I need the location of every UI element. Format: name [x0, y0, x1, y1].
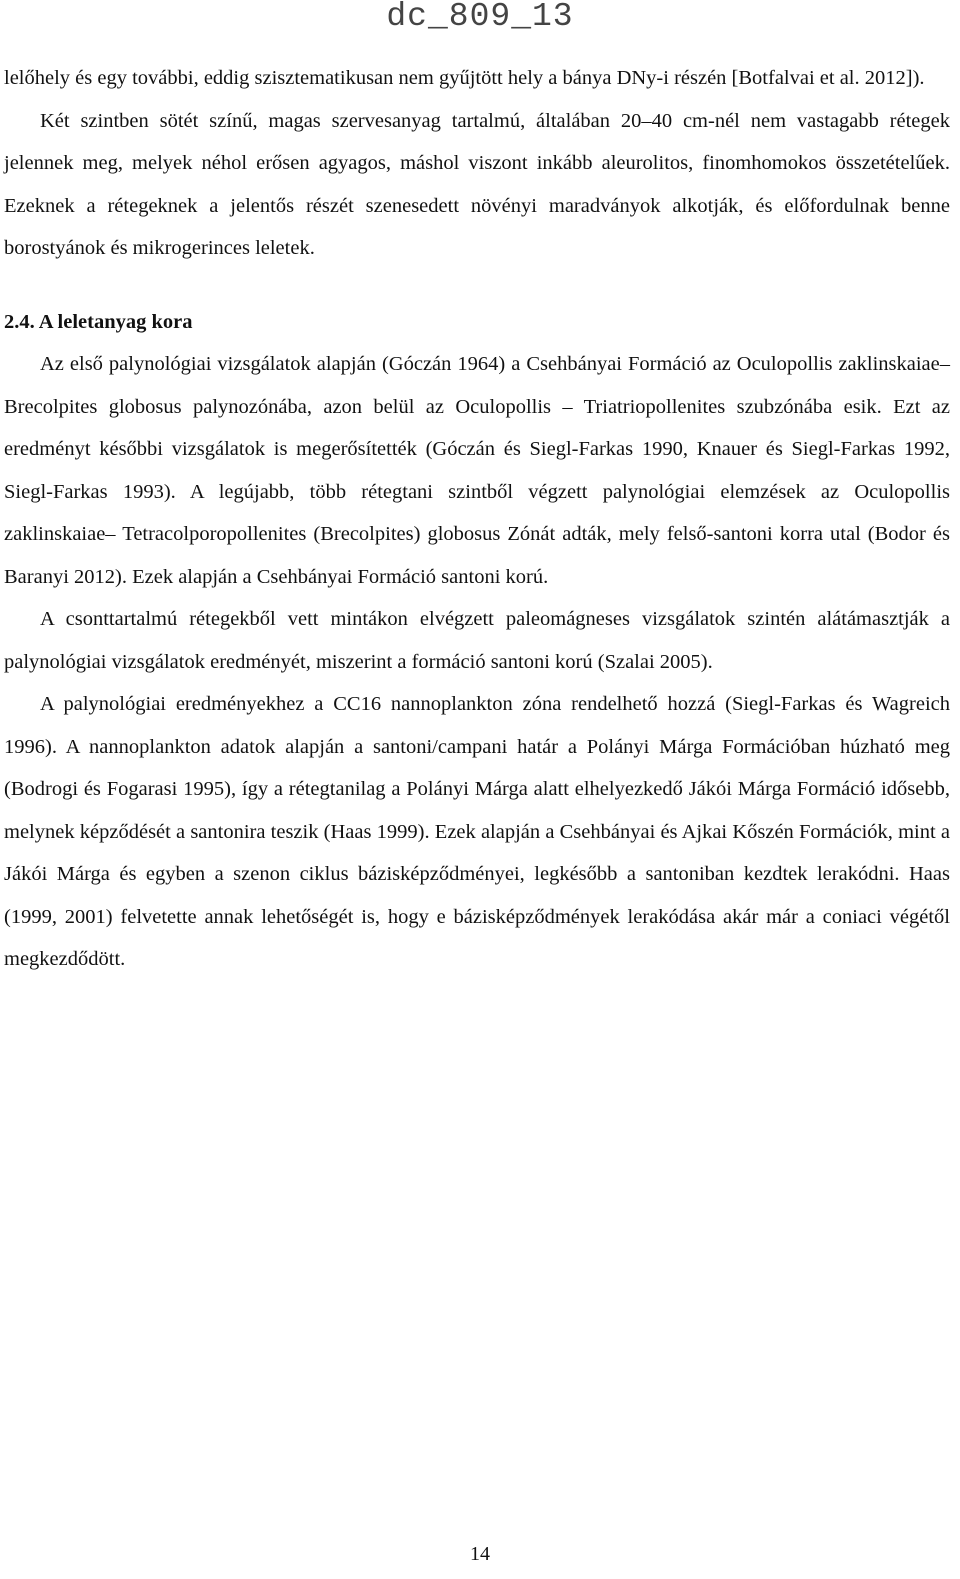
- page-number: 14: [470, 1543, 490, 1565]
- paragraph-palynology: Az első palynológiai vizsgálatok alapján (Góczán 1964) a Csehbányai Formáció az Oculopollis zaklinskaiae‒Brecolpites globosus palynozónába, azon belül az Oculopollis ‒ Triatriopollenites szubzónába esik. Ezt az eredményt későbbi vizsgálatok is megerősítették (Góczán és Siegl-Farkas 1990, Knauer és Siegl-Farkas 1992, Siegl-Farkas 1993). A legújabb, több rétegtani szintből végzett palynológiai elemzések az Oculopollis zaklinskaiae‒ Tetracolporopollenites (Brecolpites) globosus Zónát adták, mely felső-santoni korra utal (Bodor és Baranyi 2012). Ezek alapján a Csehbányai Formáció santoni korú.: [4, 353, 950, 588]
- paragraph-nannoplankton: A palynológiai eredményekhez a CC16 nannoplankton zóna rendelhető hozzá (Siegl-Farkas és Wagreich 1996). A nannoplankton adatok alapján a santoni/campani határ a Polányi Márga Formációban húzható meg (Bodrogi és Fogarasi 1995), így a rétegtanilag a Polányi Márga alatt elhelyezkedő Jákói Márga Formáció idősebb, melynek képződését a santonira teszik (Haas 1999). Ezek alapján a Csehbányai és Ajkai Kőszén Formációk, mint a Jákói Márga és egyben a szenon ciklus bázisképződményei, legkésőbb a santoniban kezdtek lerakódni. Haas (1999, 2001) felvetette annak lehetőségét is, hogy e bázisképződmények lerakódása akár már a coniaci végétől megkezdődött.: [4, 693, 950, 970]
- section-heading: 2.4. A leletanyag kora: [4, 310, 193, 333]
- document-id-header: dc_809_13: [386, 0, 574, 35]
- page-body: [4, 57, 950, 981]
- paragraph-layers: Két szintben sötét színű, magas szervesanyag tartalmú, általában 20‒40 cm-nél nem vastagabb rétegek jelennek meg, melyek néhol erősen agyagos, máshol viszont inkább aleurolitos, finomhomokos összetételűek. Ezeknek a rétegeknek a jelentős részét szenesedett növényi maradványok alkotják, és előfordulnak benne borostyánok és mikrogerinces leletek.: [4, 109, 950, 259]
- paragraph-continuation: lelőhely és egy további, eddig szisztematikusan nem gyűjtött hely a bánya DNy-i részén [Botfalvai et al. 2012]).: [4, 67, 925, 89]
- paragraph-paleomagnetic: A csonttartalmú rétegekből vett mintákon elvégzett paleomágneses vizsgálatok szintén alátámasztják a palynológiai vizsgálatok eredményét, miszerint a formáció santoni korú (Szalai 2005).: [4, 608, 950, 673]
